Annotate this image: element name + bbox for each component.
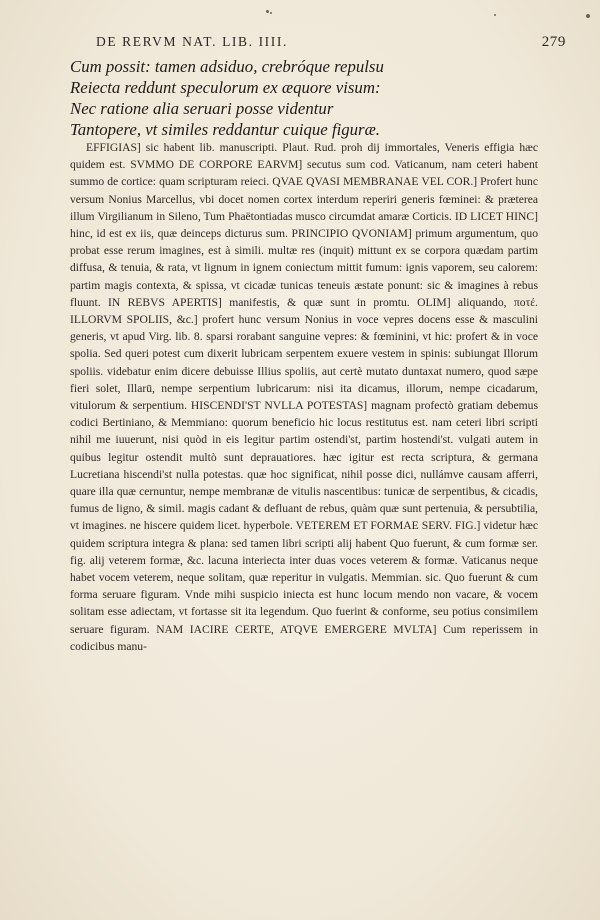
speck-mark: [586, 14, 590, 18]
running-title: DE RERVM NAT. LIB. IIII.: [96, 34, 288, 49]
verse-line: Cum possit: tamen adsiduo, crebróque repulsu: [70, 57, 384, 76]
verse-line: Reiecta reddunt speculorum ex æquore visum:: [70, 78, 381, 97]
verse-block: [70, 56, 530, 140]
verse-line: Nec ratione alia seruari posse videntur: [70, 99, 334, 118]
commentary-block: [70, 139, 538, 655]
running-head: [96, 34, 566, 51]
speck-mark: [270, 12, 272, 14]
speck-mark: [266, 10, 269, 13]
page-number: 279: [541, 34, 566, 50]
verse-line: Tantopere, vt similes reddantur cuique figuræ.: [70, 120, 380, 139]
speck-mark: [494, 14, 496, 16]
commentary-text: EFFIGIAS] sic habent lib. manuscripti. Plaut. Rud. proh dij immortales, Veneris effigia hæc quidem est. SVMMO DE CORPORE EARVM] secutus sum cod. Vaticanum, nam ceteri habent summo de cortice: quam scripturam reieci. QVAE QVASI MEMBRANAE VEL COR.] Profert hunc versum Nonius Marcellus, vbi docet nomen cortex interdum reperiri generis fœminei: & præterea illum Virgilianum in Sileno, Tum Phaëtontiadas musco circumdat amaræ Corticis. ID LICET HINC] hinc, id est ex iis, quæ deinceps dicturus sum. PRINCIPIO QVONIAM] primum argumentum, quo probat esse rerum imagines, est à simili. multæ res (inquit) mittunt ex se corpora quædam partim diffusa, & tenuia, & rata, vt lignum in ignem coniectum mittit fumum: ignis vaporem, seu calorem: partim magis contexta, & spissa, vt cicadæ tunicas teneuis æstate ponunt: sic & imagines à rebus fluunt. IN REBVS APERTIS] manifestis, & quæ sunt in promtu. OLIM] aliquando, ποτέ. ILLORVM SPOLIIS, &c.] profert hunc versum Nonius in voce vepres docens esse & masculini generis, vt apud Virg. lib. 8. sparsi rorabant sanguine vepres: & fœminini, vt hic: profert & in voce spolia. Sed queri potest cum dixerit lubricam serpentem exuere vestem in spinis: subiungat Illorum spoliis. videbatur enim dicere debuisse Illius spoliis, aut certè mutato duntaxat numero, quod sæpe fieri solet, Illarū, nempe serpentium lubricarum: nisi ita dicamus, illorum, nempe cicadarum, vitulorum & serpentium. HISCENDI'ST NVLLA POTESTAS] magnam profectò gratiam debemus codici Bertiniano, & Memmiano: quorum beneficio hic locus restitutus est. nam ceteri libri scripti nihil me iuuerunt, nisi quòd in eis legitur partim ostendi'st, partim hostendi'st. vulgati autem in quibus legitur ostendit multò sunt deprauatiores. hæc igitur est recta scriptura, & germana Lucretiana hiscendi'st nulla potestas. quæ hoc significat, nihil posse dici, nullámve causam afferri, quare illa quæ cernuntur, nempe membranæ de vitulis nascentibus: tunicæ de serpentibus, & cicadis, fumus de ligno, & simil. magis cadant & defluant de rebus, quàm quæ sunt pertenuia, & persubtilia, vt imagines. ne hiscere quidem licet. hyperbole. VETEREM ET FORMAE SERV. FIG.] videtur hæc quidem scriptura integra & plana: sed tamen libri scripti alij habent Quo fuerunt, & cum formæ ser. fig. alij veterem formæ, &c. lacuna interiecta inter duas voces veterem & formæ. Vaticanus neque habet vocem veterem, neque solitam, quæ reperitur in vulgatis. Memmian. sic. Quo fuerunt & cum forma seruare figuram. Vnde mihi suspicio iniecta est hunc locum mendo non vacare, & vocem solitam esse adiectam, vt fortasse sit ita legendum. Quo fuerint & conforme, seu potius consimilem seruare figuram. NAM IACIRE CERTE, ATQVE EMERGERE MVLTA] Cum reperissem in codicibus manu-: [70, 141, 538, 653]
